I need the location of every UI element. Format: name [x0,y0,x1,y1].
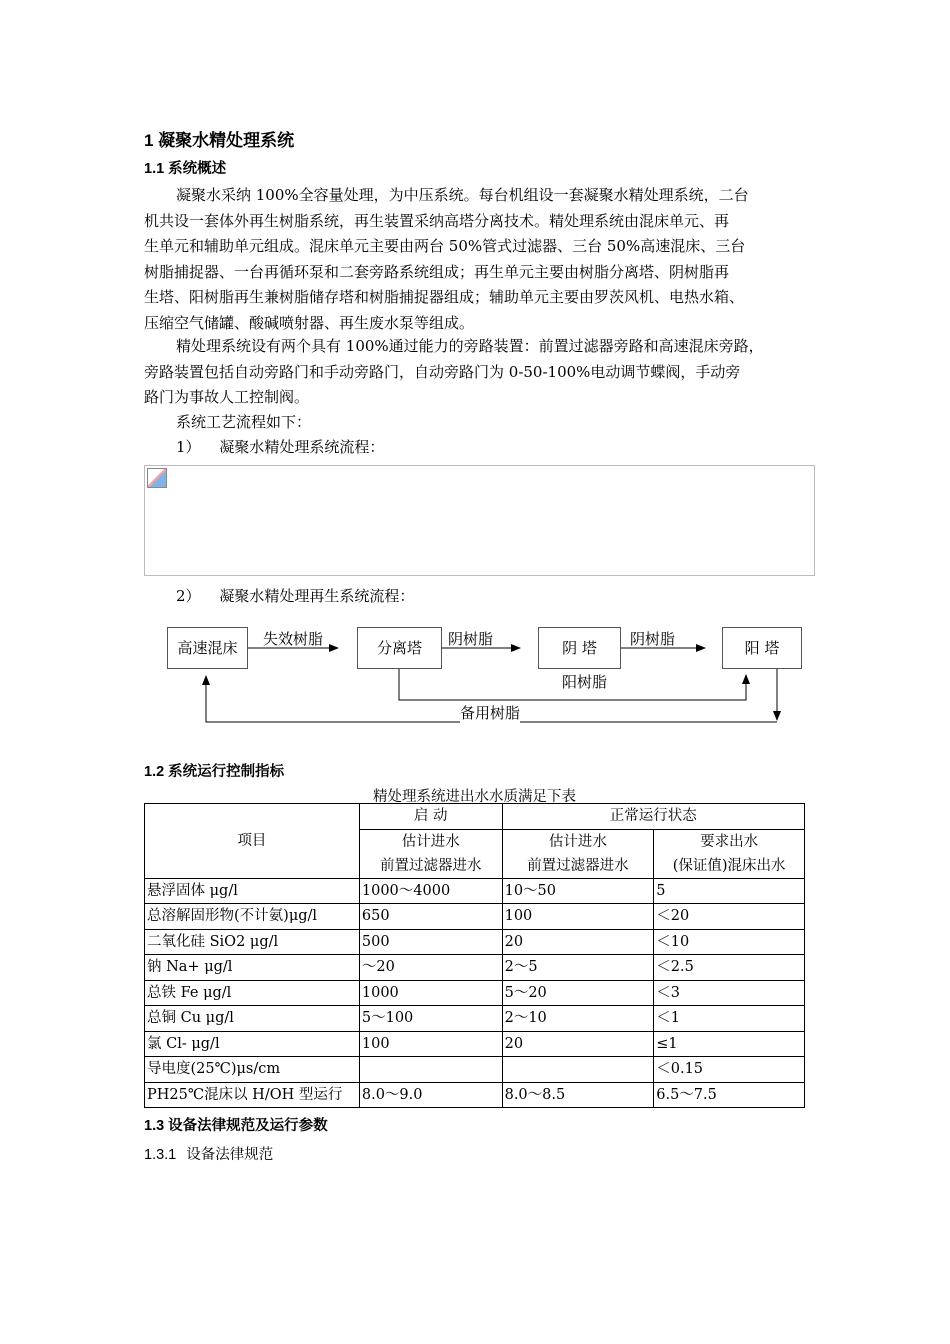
cell: 10～50 [502,878,654,904]
table-row [145,1031,805,1057]
header-startup-sub [359,829,502,878]
label-spent-resin: 失效树脂 [263,630,324,648]
table-row [145,980,805,1006]
overview-line: 压缩空气储罐、酸碱喷射器、再生废水泵等组成。 [144,313,475,332]
header-normal: 正常运行状态 [502,804,804,830]
cell: 20 [502,929,654,955]
bypass-line: 精处理系统设有两个具有 100%通过能力的旁路装置：前置过滤器旁路和高速混床旁路， [176,337,764,355]
bypass-line: 路门为事故人工控制阀。 [144,388,310,406]
table-row [145,1057,805,1083]
cell: 8.0～9.0 [359,1082,502,1108]
cell: 二氧化硅 SiO2 μg/l [145,929,360,955]
cell: PH25℃混床以 H/OH 型运行 [145,1082,360,1108]
flow-box-separator: 分离塔 [357,627,442,669]
section-1-3-1-number: 1.3.1 [144,1147,177,1163]
cell: 20 [502,1031,654,1057]
cell: ＜10 [654,929,805,955]
header-startup-sub1: 估计进水 [401,833,460,850]
overview-line: 树脂捕捉器、一台再循环泵和二套旁路系统组成；再生单元主要由树脂分离塔、阴树脂再 [144,262,730,281]
header-item: 项目 [145,804,360,879]
cell: 500 [359,929,502,955]
cell [359,1057,502,1083]
cell: 1000～4000 [359,878,502,904]
cell: ＜1 [654,1006,805,1032]
label-standby-resin: 备用树脂 [460,704,521,722]
cell: ≤1 [654,1031,805,1057]
cell: ＜3 [654,980,805,1006]
cell [502,1057,654,1083]
cell: 2～5 [502,955,654,981]
header-inlet-sub [502,829,654,878]
cell: 8.0～8.5 [502,1082,654,1108]
table-row [145,1006,805,1032]
cell: 6.5～7.5 [654,1082,805,1108]
label-cation-resin: 阳树脂 [562,673,608,691]
header-outlet-sub1: 要求出水 [700,833,759,850]
header-inlet-sub1: 估计进水 [548,833,607,850]
cell: ＜2.5 [654,955,805,981]
process-intro: 系统工艺流程如下： [176,413,312,431]
label-anion-resin-2: 阴树脂 [630,630,676,648]
section-1-3-1-title [144,1143,273,1164]
cell: 1000 [359,980,502,1006]
header-startup: 启 动 [359,804,502,830]
overview-line: 机共设一套体外再生树脂系统，再生装置采纳高塔分离技术。精处理系统由混床单元、再 [144,211,730,230]
cell: 总溶解固形物(不计氨)μg/l [145,904,360,930]
table-header-row [145,804,805,830]
header-inlet-sub2: 前置过滤器进水 [527,857,629,874]
cell: ＜20 [654,904,805,930]
header-outlet-sub2: (保证值)混床出水 [672,857,786,874]
section-1-2-title: 1.2 系统运行控制指标 [144,764,285,780]
label-anion-resin-1: 阴树脂 [448,630,494,648]
overview-line: 凝聚水采纳 100%全容量处理，为中压系统。每台机组设一套凝聚水精处理系统，二台 [176,186,749,204]
cell: 100 [502,904,654,930]
table-row [145,929,805,955]
list-item-1-text: 凝聚水精处理系统流程： [219,438,385,456]
list-item-1-number: 1） [176,438,201,456]
header-outlet-sub [654,829,805,878]
section-1-3-1-text: 设备法律规范 [186,1147,274,1163]
table-caption: 精处理系统进出水水质满足下表 [373,789,576,805]
cell: ～20 [359,955,502,981]
cell: 钠 Na+ μg/l [145,955,360,981]
cell: 2～10 [502,1006,654,1032]
header-startup-sub2: 前置过滤器进水 [379,857,482,874]
cell: 导电度(25℃)μs/cm [145,1057,360,1083]
cell: 氯 Cl- μg/l [145,1031,360,1057]
flow-box-anion-tower: 阴 塔 [538,627,621,669]
water-quality-table [144,803,805,1108]
table-row [145,878,805,904]
bypass-line: 旁路装置包括自动旁路门和手动旁路门，自动旁路门为 0-50-100%电动调节蝶阀，手动旁 [144,362,741,381]
table-row [145,904,805,930]
flow-box-cation-tower: 阳 塔 [722,627,802,669]
flow-box-mixed-bed: 高速混床 [167,627,248,669]
section-1-title: 1 凝聚水精处理系统 [144,131,295,150]
cell: 总铁 Fe μg/l [145,980,360,1006]
cell: 100 [359,1031,502,1057]
cell: 悬浮固体 μg/l [145,878,360,904]
overview-line: 生塔、阳树脂再生兼树脂储存塔和树脂捕捉器组成；辅助单元主要由罗茨风机、电热水箱、 [144,288,745,306]
list-item-2-number: 2） [176,587,201,605]
table-row [145,955,805,981]
overview-line: 生单元和辅助单元组成。混床单元主要由两台 50%管式过滤器、三台 50%高速混床、三台 [144,237,746,255]
cell: 5 [654,878,805,904]
cell: 5～20 [502,980,654,1006]
cell: ＜0.15 [654,1057,805,1083]
cell: 5～100 [359,1006,502,1032]
section-1-3-title: 1.3 设备法律规范及运行参数 [144,1118,328,1134]
list-item-2-text: 凝聚水精处理再生系统流程： [219,587,415,605]
table-row [145,1082,805,1108]
cell: 650 [359,904,502,930]
section-1-1-title: 1.1 系统概述 [144,161,227,177]
cell: 总铜 Cu μg/l [145,1006,360,1032]
